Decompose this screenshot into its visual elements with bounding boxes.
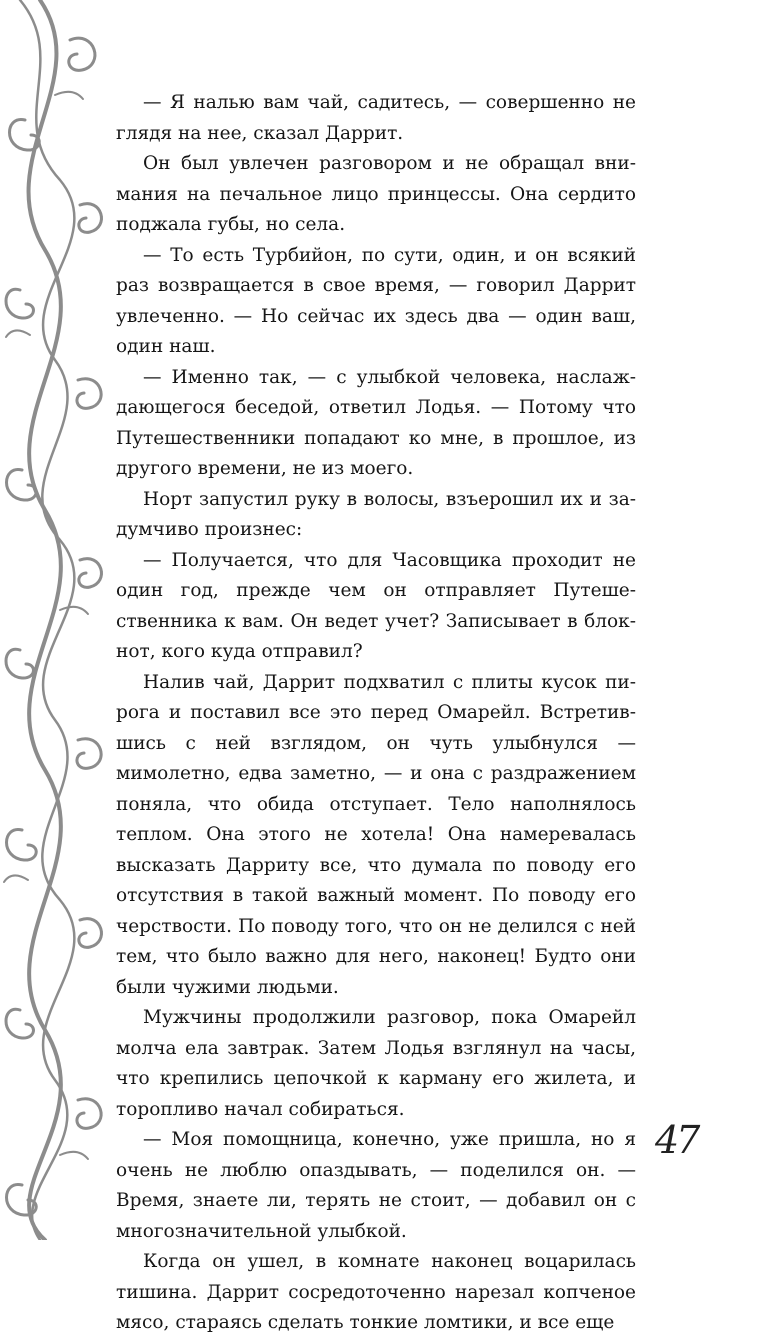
paragraph: Когда он ушел, в комнате наконец воцарилась тишина. Даррит сосредоточенно нарезал копченое мясо, стараясь сделать тонкие ломтики, и все еще bbox=[116, 1251, 636, 1333]
paragraph: — То есть Турбийон, по сути, один, и он всякий раз возвращается в свое время, — говорил Даррит увлеченно. — Но сейчас их здесь два — один ваш, один наш. bbox=[116, 244, 636, 357]
page-number: 47 bbox=[655, 1118, 698, 1162]
paragraph: Мужчины продолжили разговор, пока Омарейл молча ела завтрак. Затем Лодья взглянул на часы, что крепились цепочкой к карману его жилета, и торопливо начал собираться. bbox=[116, 1007, 636, 1120]
paragraph: Налив чай, Даррит подхватил с плиты кусок пирога и поставил все это перед Омарейл. Встретившись с ней взглядом, он чуть улыбнулся — мимолетно, едва заметно, — и она с раздражением поняла, что обида отступает. Тело наполнялось теплом. Она этого не хотела! Она намеревалась высказать Дарриту все, что думала по поводу его отсутствия в такой важный момент. По поводу его черствости. По поводу того, что он не делился с ней тем, что было важно для него, наконец! Будто они были чужими людьми. bbox=[116, 671, 636, 998]
paragraph: — Я налью вам чай, садитесь, — совершенно не глядя на нее, сказал Даррит. bbox=[116, 92, 636, 144]
page-text bbox=[116, 88, 636, 1339]
paragraph: Норт запустил руку в волосы, взъерошил их и задумчиво произнес: bbox=[116, 488, 636, 540]
paragraph: — Моя помощница, конечно, уже пришла, но я очень не люблю опаздывать, — поделился он. — Время, знаете ли, терять не стоит, — добавил он с многозначительной улыбкой. bbox=[116, 1129, 636, 1242]
paragraph: — Именно так, — с улыбкой человека, наслаждающегося беседой, ответил Лодья. — Потому что Путешественники попадают ко мне, в прошлое, из другого времени, не из моего. bbox=[116, 366, 636, 479]
paragraph: Он был увлечен разговором и не обращал внимания на печальное лицо принцессы. Она сердито поджала губы, но села. bbox=[116, 153, 636, 235]
swirl-vine-ornament-icon bbox=[0, 0, 125, 1240]
paragraph: — Получается, что для Часовщика проходит не один год, прежде чем он отправляет Путешественника к вам. Он ведет учет? Записывает в блокнот, кого куда отправил? bbox=[116, 549, 636, 662]
